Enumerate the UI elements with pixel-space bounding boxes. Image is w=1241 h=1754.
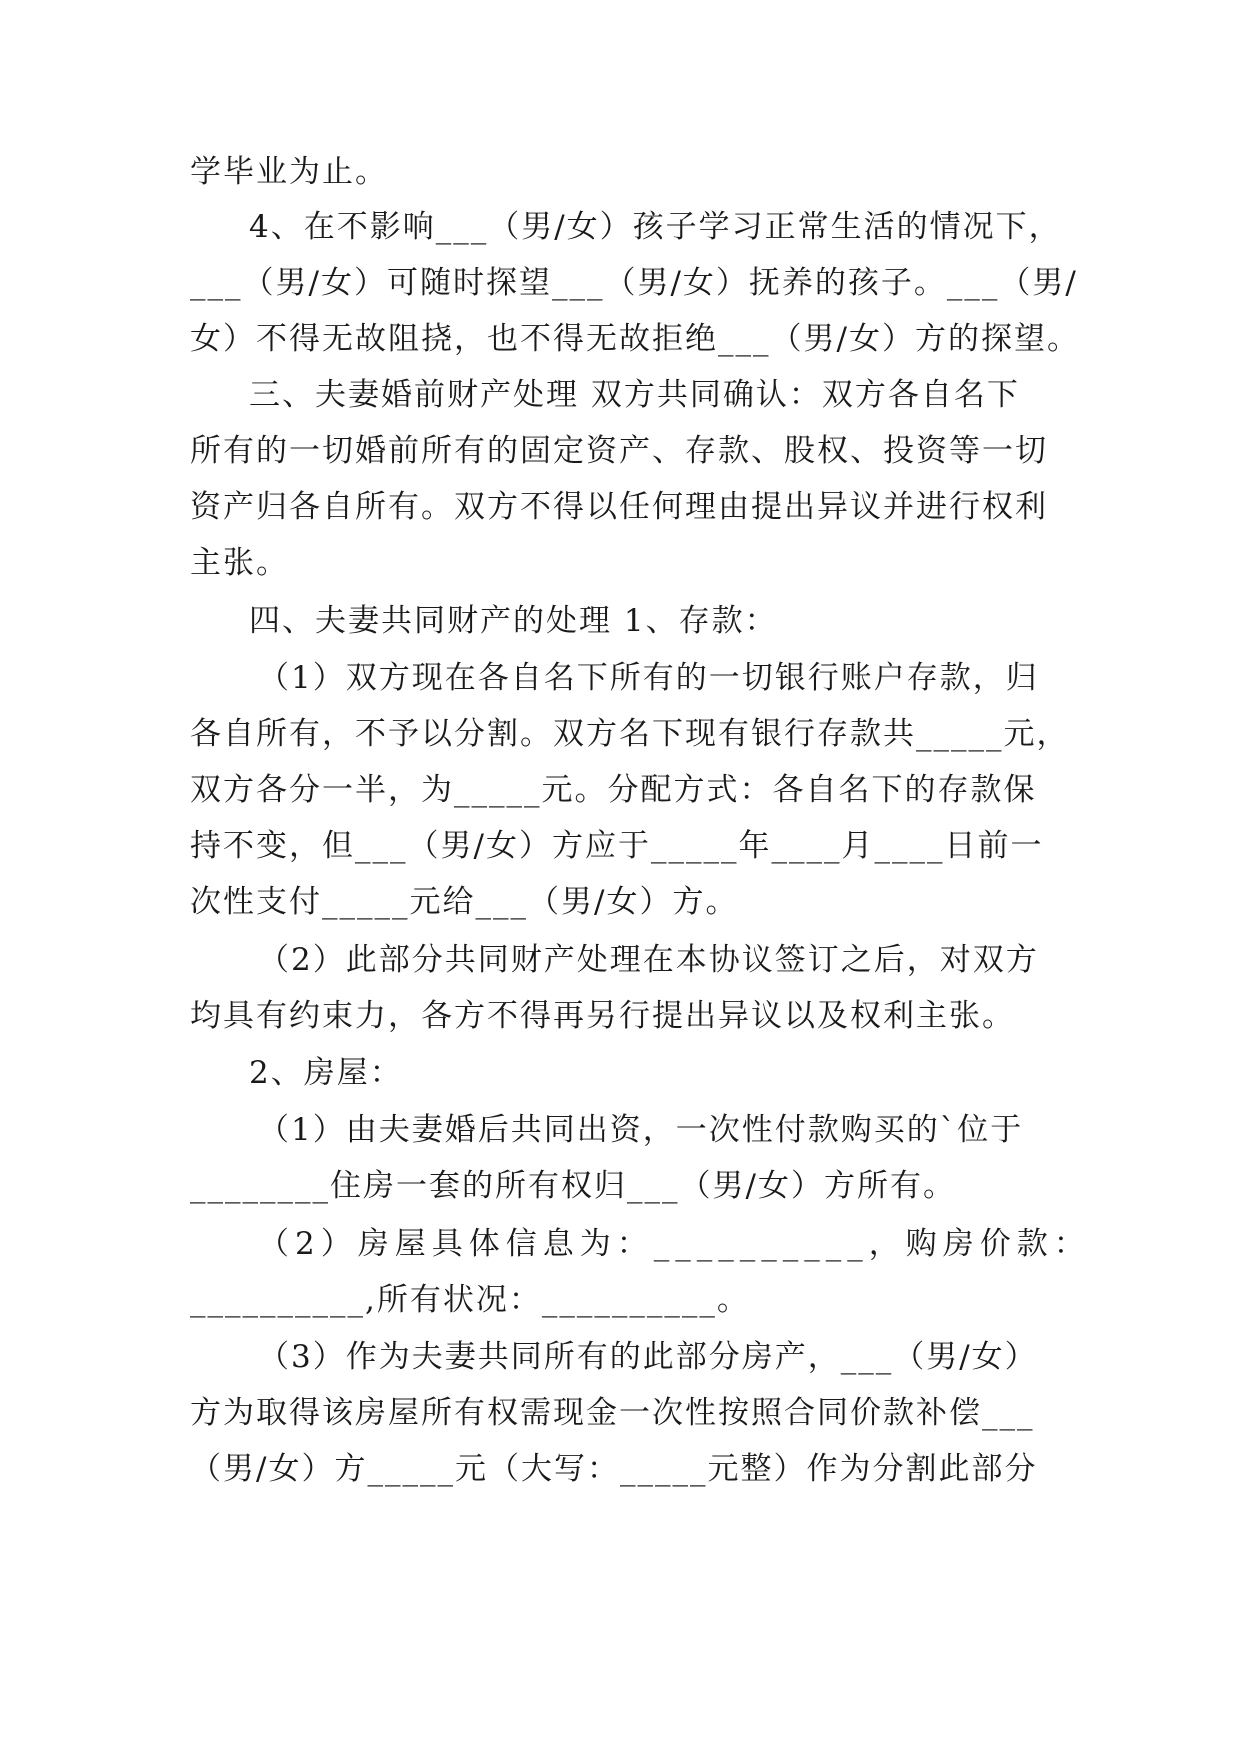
text-line: （1）双方现在各自名下所有的一切银行账户存款，归	[258, 660, 1039, 696]
text-line: 资产归各自所有。双方不得以任何理由提出异议并进行权利	[190, 489, 1048, 525]
text-line: 次性支付_____元给___（男/女）方。	[190, 884, 739, 920]
text-line: 学毕业为止。	[190, 154, 388, 190]
text-line: 4、在不影响___（男/女）孩子学习正常生活的情况下，	[249, 209, 1062, 245]
text-line: 三、夫妻婚前财产处理 双方共同确认：双方各自名下	[249, 377, 1020, 413]
text-line: 持不变，但___（男/女）方应于_____年____月____日前一	[190, 828, 1044, 864]
text-line: （男/女）方_____元（大写：_____元整）作为分割此部分	[190, 1451, 1038, 1487]
text-line: ___（男/女）可随时探望___（男/女）抚养的孩子。___（男/	[190, 265, 1078, 301]
text-line: 双方各分一半，为_____元。分配方式：各自名下的存款保	[190, 772, 1037, 808]
text-line: 女）不得无故阻挠，也不得无故拒绝___（男/女）方的探望。	[190, 321, 1080, 357]
text-line: 四、夫妻共同财产的处理 1、存款：	[249, 603, 778, 639]
text-line: （2）此部分共同财产处理在本协议签订之后，对双方	[258, 942, 1039, 978]
text-line: （3）作为夫妻共同所有的此部分房产，___（男/女）	[258, 1339, 1038, 1375]
text-line: ________住房一套的所有权归___（男/女）方所有。	[190, 1168, 956, 1204]
text-line: 所有的一切婚前所有的固定资产、存款、股权、投资等一切	[190, 433, 1048, 469]
text-line: 各自所有，不予以分割。双方名下现有银行存款共_____元，	[190, 716, 1070, 752]
text-line: 2、房屋：	[249, 1055, 403, 1091]
text-line: __________,所有状况：__________。	[190, 1282, 750, 1318]
text-line: 主张。	[190, 545, 289, 581]
text-line: 均具有约束力，各方不得再另行提出异议以及权利主张。	[190, 998, 1015, 1034]
text-line: （1）由夫妻婚后共同出资，一次性付款购买的`位于	[258, 1112, 1024, 1148]
text-line: （2）房屋具体信息为：__________，购房价款：	[258, 1226, 1091, 1262]
text-line: 方为取得该房屋所有权需现金一次性按照合同价款补偿___	[190, 1395, 1035, 1431]
